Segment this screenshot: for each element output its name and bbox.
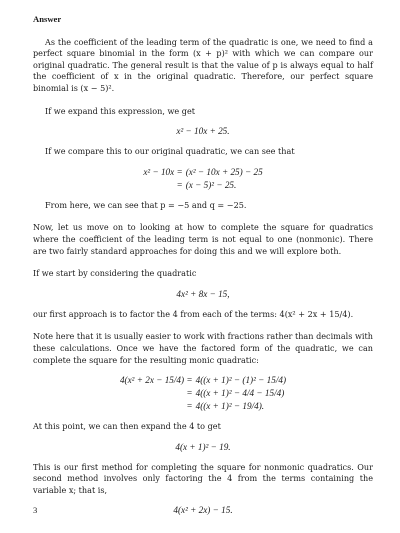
document-page — [33, 14, 373, 525]
equation-expanded-result: 4(x + 1)² − 19. — [175, 441, 231, 452]
equation-comparison — [33, 166, 373, 192]
equation-rhs: 4((x + 1)² − 19/4). — [195, 401, 265, 412]
paragraph-10: This is our first method for completing the square for nonmonic quadratics. Our second method involves only factoring the 4 from the terms containing the variable x; that is, — [33, 461, 373, 495]
page-number: 3 — [33, 505, 38, 515]
equation-rhs: 4((x + 1)² − 4/4 − 15/4) — [195, 388, 285, 399]
equation-quadratic: 4x² + 8x − 15, — [176, 288, 230, 299]
equation-rhs: (x − 5)² − 25. — [185, 179, 237, 190]
equation-partial-factor: 4(x² + 2x) − 15. — [173, 505, 233, 516]
equation-rhs: (x² − 10x + 25) − 25 — [185, 166, 263, 177]
section-heading: Answer — [33, 14, 62, 24]
paragraph-4: From here, we can see that p = −5 and q = −25. — [45, 199, 247, 210]
equation-lhs: 4(x² + 2x − 15/4) = — [119, 375, 193, 386]
equation-lhs: = — [176, 179, 183, 190]
paragraph-6: If we start by considering the quadratic — [33, 268, 197, 279]
paragraph-5: Now, let us move on to looking at how to complete the square for quadratics where the coefficient of the leading term is not equal to one (nonmonic). There are two fairly standard approaches for doing this and we will explore both. — [33, 222, 373, 256]
paragraph-7: our first approach is to factor the 4 from each of the terms: 4(x² + 2x + 15/4). — [33, 308, 354, 319]
paragraph-2: If we expand this expression, we get — [45, 105, 195, 116]
equation-rhs: 4((x + 1)² − (1)² − 15/4) — [195, 375, 287, 386]
paragraph-9: At this point, we can then expand the 4 to get — [33, 421, 221, 432]
paragraph-8: Note here that it is usually easier to work with fractions rather than decimals with these calculations. Once we have the factored form of the quadratic, we can complete the square for the resulting monic quadratic: — [33, 331, 373, 365]
equation-expanded: x² − 10x + 25. — [176, 126, 230, 137]
equation-lhs: = — [186, 388, 193, 399]
paragraph-1: As the coefficient of the leading term of the quadratic is one, we need to find a perfect square binomial in the form (x + p)² with which we can compare our original quadratic. The general result is that the value of p is always equal to half the coefficient of x in the original quadratic. Therefore, our perfect square binomial is (x − 5)². — [33, 36, 373, 93]
paragraph-3: If we compare this to our original quadratic, we can see that — [45, 146, 295, 157]
equation-lhs: = — [186, 401, 193, 412]
equation-lhs: x² − 10x = — [143, 166, 183, 177]
equation-complete-square — [33, 374, 373, 413]
